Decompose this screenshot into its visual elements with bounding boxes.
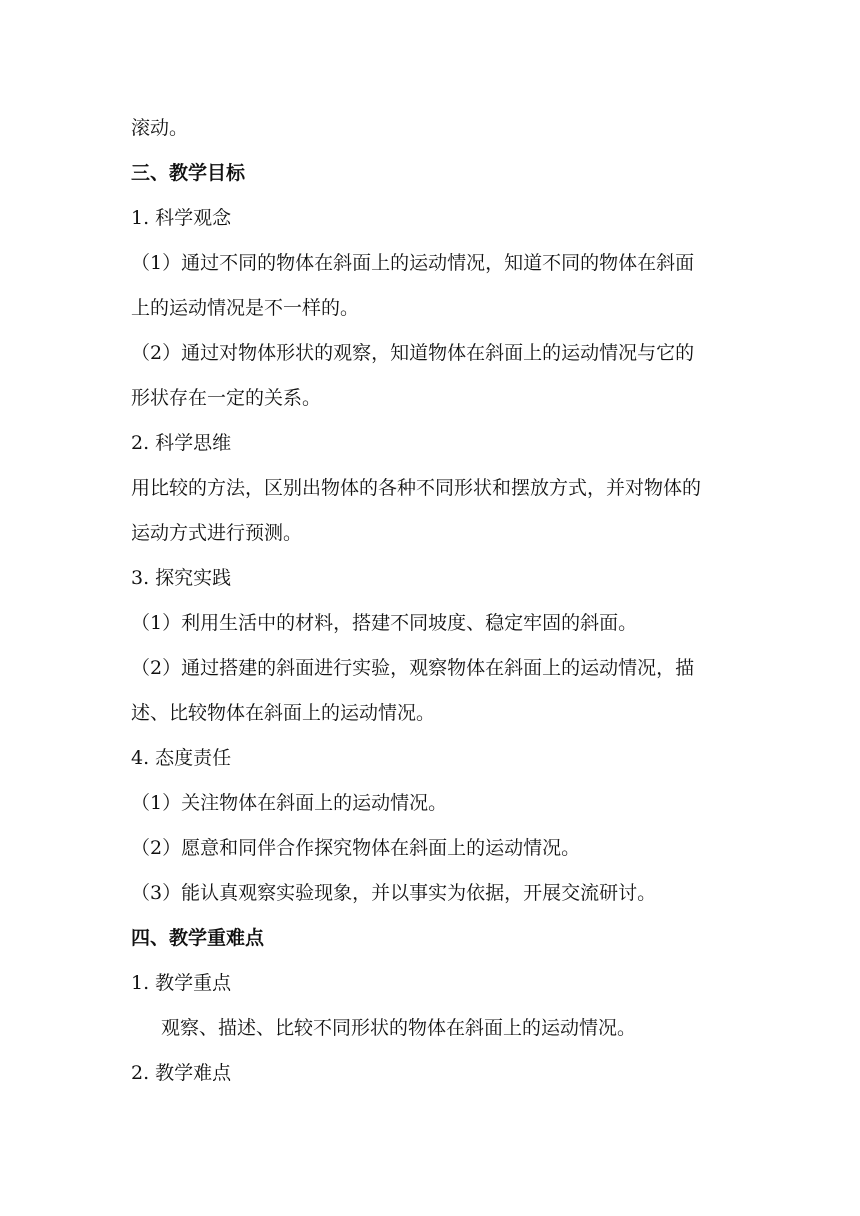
- section-heading-objectives: 三、教学目标: [131, 162, 246, 184]
- text-line: （2）通过对物体形状的观察，知道物体在斜面上的运动情况与它的: [131, 342, 695, 364]
- text-line: （1）利用生活中的材料，搭建不同坡度、稳定牢固的斜面。: [131, 612, 638, 634]
- text-line: （1）通过不同的物体在斜面上的运动情况，知道不同的物体在斜面: [131, 252, 695, 274]
- subheading-inquiry-practice: 3. 探究实践: [131, 567, 232, 589]
- subheading-teaching-difficulty: 2. 教学难点: [131, 1062, 232, 1084]
- subheading-science-thinking: 2. 科学思维: [131, 432, 232, 454]
- text-line: 观察、描述、比较不同形状的物体在斜面上的运动情况。: [161, 1017, 637, 1039]
- text-line: 用比较的方法，区别出物体的各种不同形状和摆放方式，并对物体的: [131, 477, 702, 499]
- subheading-science-concept: 1. 科学观念: [131, 207, 232, 229]
- text-line: （2）愿意和同伴合作探究物体在斜面上的运动情况。: [131, 837, 581, 859]
- text-line: 形状存在一定的关系。: [131, 387, 322, 409]
- subheading-teaching-focus: 1. 教学重点: [131, 972, 232, 994]
- text-line: （2）通过搭建的斜面进行实验，观察物体在斜面上的运动情况，描: [131, 657, 695, 679]
- text-line: （3）能认真观察实验现象，并以事实为依据，开展交流研讨。: [131, 882, 657, 904]
- subheading-attitude-responsibility: 4. 态度责任: [131, 747, 232, 769]
- text-line: 上的运动情况是不一样的。: [131, 297, 360, 319]
- section-heading-key-points: 四、教学重难点: [131, 927, 265, 949]
- text-line: 述、比较物体在斜面上的运动情况。: [131, 702, 436, 724]
- text-line: 运动方式进行预测。: [131, 522, 303, 544]
- text-line: （1）关注物体在斜面上的运动情况。: [131, 792, 448, 814]
- text-line: 滚动。: [131, 117, 189, 139]
